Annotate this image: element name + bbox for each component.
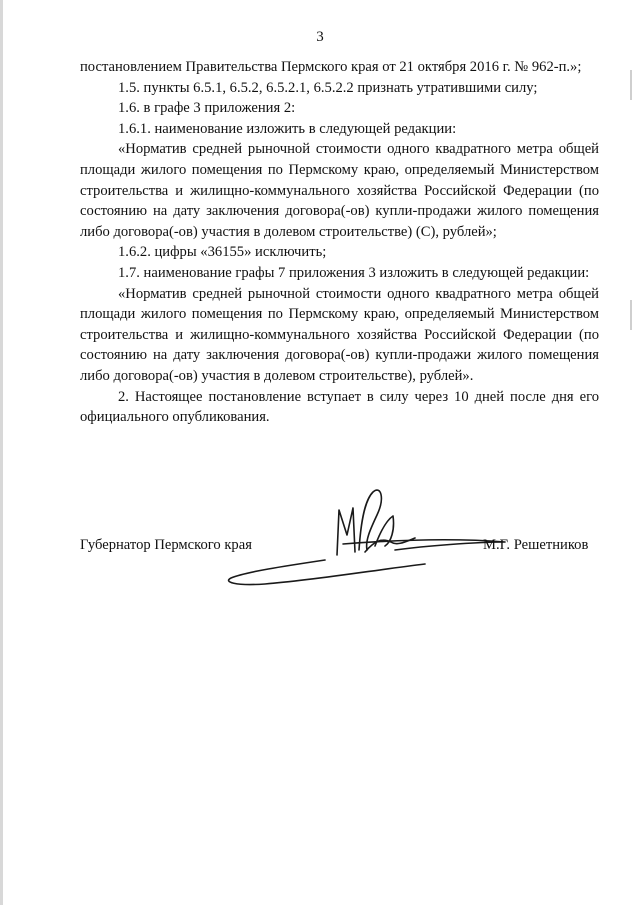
scan-edge-mark: [630, 300, 632, 330]
paragraph-3: 1.6. в графе 3 приложения 2:: [118, 100, 296, 117]
paragraph-4: 1.6.1. наименование изложить в следующей редакции:: [118, 120, 457, 137]
paragraph-8: «Норматив средней рыночной стоимости одного квадратного метра общей площади жилого помещения по Пермскому краю, определяемый Министерством строительства и жилищно-коммунального хозяйства Российской Федерации (по состоянию на дату заключения договора(-ов) купли-продажи жилого помещения либо договора(-ов) участия в долевом строительстве), рублей».: [80, 285, 599, 384]
paragraph-5: «Норматив средней рыночной стоимости одного квадратного метра общей площади жилого помещения по Пермскому краю, определяемый Министерством строительства и жилищно-коммунального хозяйства Российской Федерации (по состоянию на дату заключения договора(-ов) купли-продажи жилого помещения либо договора(-ов) участия в долевом строительстве) (С), рублей»;: [80, 141, 599, 240]
scan-edge-shadow: [0, 0, 3, 905]
scan-edge-mark: [630, 70, 632, 100]
handwritten-signature: [225, 480, 525, 590]
page-number: 3: [316, 29, 324, 45]
signer-name: М.Г. Решетников: [483, 537, 589, 553]
paragraph-1: постановлением Правительства Пермского края от 21 октября 2016 г. № 962-п.»;: [80, 59, 582, 75]
paragraph-9: 2. Настоящее постановление вступает в силу через 10 дней после дня его официального опубликования.: [80, 388, 599, 426]
paragraph-2: 1.5. пункты 6.5.1, 6.5.2, 6.5.2.1, 6.5.2.2 признать утратившими силу;: [118, 79, 538, 96]
document-body: [80, 57, 599, 428]
paragraph-6: 1.6.2. цифры «36155» исключить;: [118, 244, 327, 261]
paragraph-7: 1.7. наименование графы 7 приложения 3 изложить в следующей редакции:: [118, 264, 590, 281]
signer-position: Губернатор Пермского края: [80, 537, 252, 553]
